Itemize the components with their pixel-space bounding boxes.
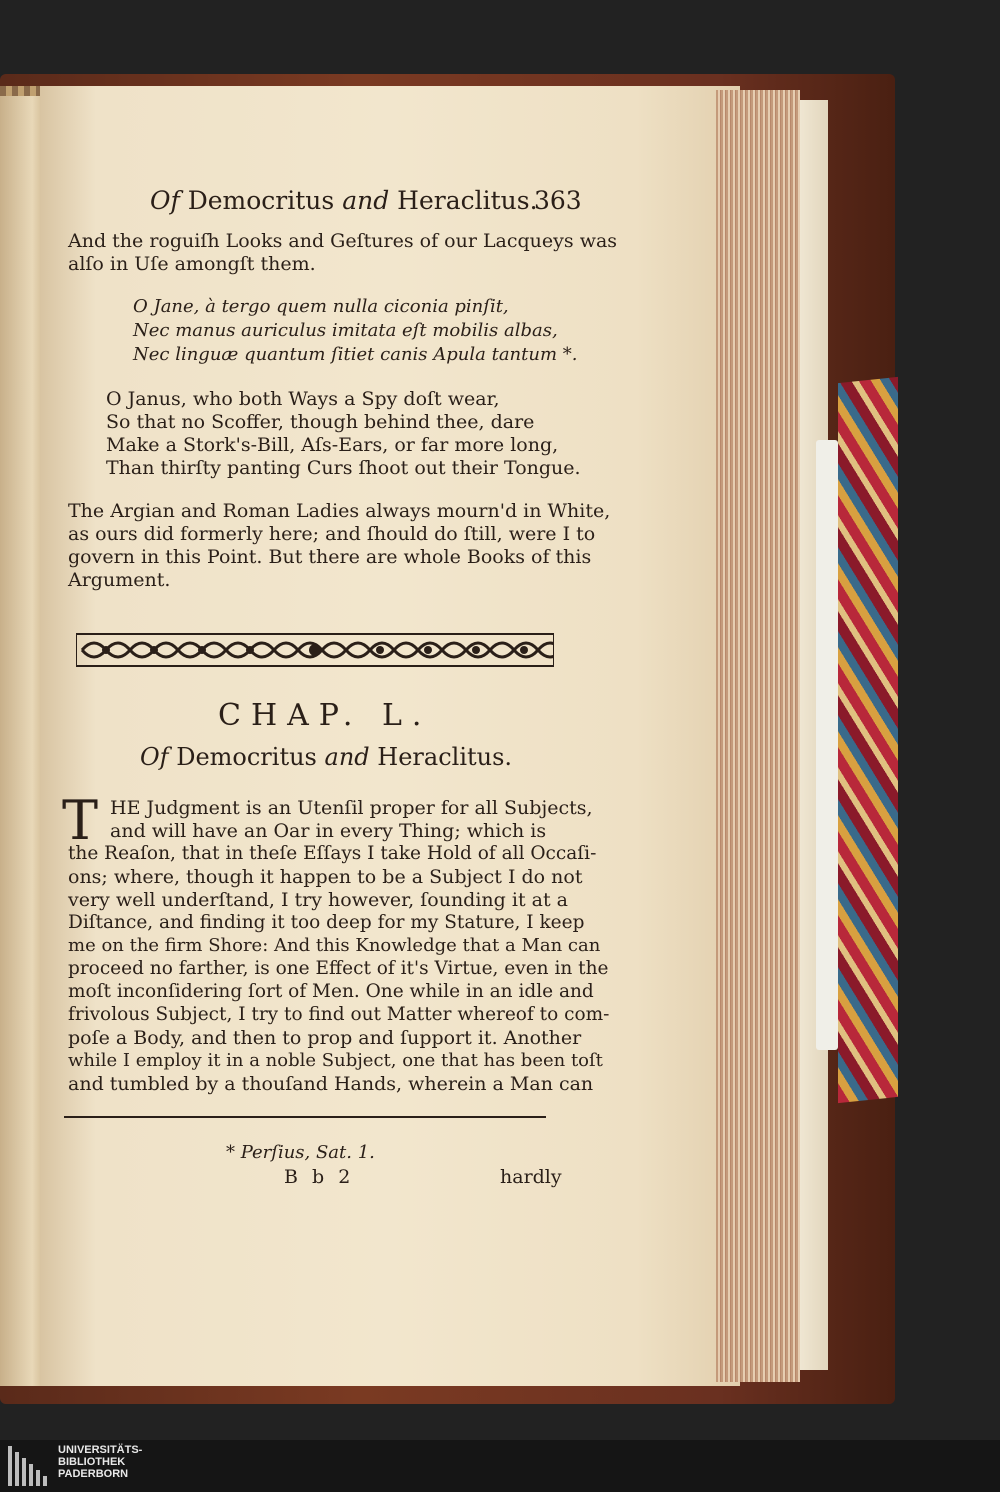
page-edges (716, 90, 800, 1382)
bookmark-slip (816, 440, 838, 1050)
signature-mark: B b 2 (284, 1166, 355, 1188)
latin-verse-line: Nec linguæ quantum ſitiet canis Apula tantum *. (133, 344, 578, 365)
latin-verse-line: O Jane, à tergo quem nulla ciconia pinſit, (133, 296, 509, 317)
library-name-line: PADERBORN (58, 1468, 129, 1480)
chapter-title-name1: Democritus (176, 743, 317, 771)
library-logo-icon (8, 1446, 52, 1486)
chapter-line: the Reaſon, that in theſe Eſſays I take Hold of all Occaſi- (68, 843, 597, 864)
library-name-line: BIBLIOTHEK (58, 1456, 126, 1468)
chapter-title-of: Of (140, 743, 169, 771)
chapter-line: ons; where, though it happen to be a Subject I do not (68, 866, 583, 888)
paragraph-line: as ours did formerly here; and ſhould do ſtill, were I to (68, 523, 596, 545)
chapter-line: while I employ it in a noble Subject, one that has been toſt (68, 1050, 603, 1071)
chapter-title-name2: Heraclitus. (377, 743, 513, 771)
english-verse-line: Make a Stork's-Bill, Aſs-Ears, or far more long, (106, 434, 559, 456)
chapter-title (140, 743, 512, 771)
catchword: hardly (500, 1166, 562, 1188)
chapter-line: me on the firm Shore: And this Knowledge that a Man can (68, 935, 601, 956)
footnote: * Perſius, Sat. 1. (226, 1142, 375, 1163)
page (40, 86, 740, 1386)
running-head-name2: Heraclitus. (397, 186, 538, 215)
drop-cap: T (62, 789, 99, 852)
marbled-endpaper (838, 377, 898, 1103)
chapter-title-and: and (324, 743, 370, 771)
library-name (58, 1444, 142, 1480)
chapter-line: proceed no farther, is one Effect of it's Virtue, even in the (68, 958, 609, 979)
chapter-line: Diſtance, and finding it too deep for my Stature, I keep (68, 912, 585, 933)
english-verse-line: O Janus, who both Ways a Spy doſt wear, (106, 388, 500, 410)
running-head-name1: Democritus (187, 186, 335, 215)
paragraph-line: Argument. (68, 569, 171, 591)
chapter-line: and tumbled by a thouſand Hands, wherein a Man can (68, 1073, 594, 1095)
english-verse-line: Than thirſty panting Curs ſhoot out their Tongue. (106, 457, 581, 479)
chapter-line: moſt inconſidering ſort of Men. One while in an idle and (68, 981, 594, 1002)
running-head (150, 186, 538, 215)
paragraph-line: govern in this Point. But there are whole Books of this (68, 546, 592, 568)
ornament-band (76, 632, 554, 668)
latin-verse-line: Nec manus auriculus imitata eſt mobilis albas, (133, 320, 558, 341)
running-head-and: and (342, 186, 390, 215)
intro-line: alſo in Uſe amongſt them. (68, 253, 316, 275)
page-number: 363 (534, 186, 582, 215)
chapter-line: and will have an Oar in every Thing; which is (110, 820, 547, 842)
chapter-line: HE Judgment is an Utenſil proper for all Subjects, (110, 797, 593, 819)
english-verse-line: So that no Scoffer, though behind thee, dare (106, 411, 535, 433)
chapter-line: very well underſtand, I try however, ſounding it at a (68, 889, 568, 911)
chapter-number: CHAP. L. (218, 698, 432, 733)
chapter-line: poſe a Body, and then to prop and ſupport it. Another (68, 1027, 582, 1049)
footnote-rule (64, 1116, 546, 1118)
library-footer (0, 1440, 1000, 1492)
paragraph-line: The Argian and Roman Ladies always mourn'd in White, (68, 500, 611, 522)
chapter-line: frivolous Subject, I try to find out Matter whereof to com- (68, 1004, 610, 1025)
intro-line: And the roguiſh Looks and Geſtures of our Lacqueys was (68, 230, 618, 252)
library-name-line: UNIVERSITÄTS- (58, 1444, 143, 1456)
running-head-of: Of (150, 186, 180, 215)
